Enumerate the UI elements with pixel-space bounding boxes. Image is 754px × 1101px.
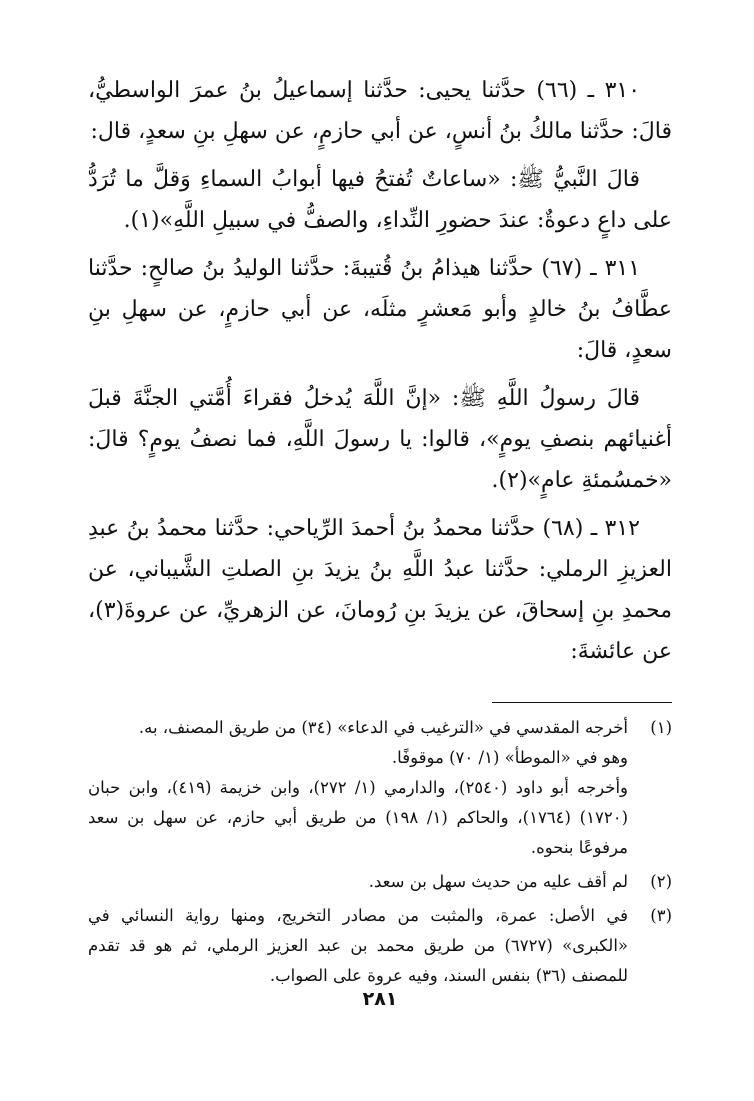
footnote-line: أخرجه المقدسي في «الترغيب في الدعاء» (٣٤) من طريق المصنف، به. bbox=[138, 718, 628, 737]
hadith-311-matn: قالَ رسولُ اللَّهِ ﷺ: «إنَّ اللَّهَ يُدخلُ فقراءَ أُمَّتي الجنَّةَ قبلَ أغنيائهم بنصفِ يومٍ»، قالوا: يا رسولَ اللَّهِ، فما نصفُ يومٍ؟ قالَ: «خمسُمئةِ عامٍ»(٢). bbox=[88, 386, 672, 493]
footnote-line: وهو في «الموطأ» (١/ ٧٠) موقوفًا. bbox=[391, 748, 628, 767]
hadith-311-isnad: ٣١١ ـ (٦٧) حدَّثنا هيذامُ بنُ قُتيبةَ: حدَّثنا الوليدُ بنُ صالحٍ: حدَّثنا عطَّافُ بنُ خالدٍ وأبو مَعشرٍ مثلَه، عن أبي حازمٍ، عن سهلِ بنِ سعدٍ، قالَ: bbox=[88, 256, 672, 363]
book-page bbox=[88, 70, 672, 1060]
footnote-2 bbox=[88, 867, 672, 897]
main-text bbox=[88, 70, 672, 672]
footnote-1 bbox=[88, 713, 672, 863]
footnote-number: (٢) bbox=[650, 872, 672, 891]
hadith-310-isnad: ٣١٠ ـ (٦٦) حدَّثنا يحيى: حدَّثنا إسماعيلُ بنُ عمرَ الواسطيُّ، قالَ: حدَّثنا مالكُ بنُ أنسٍ، عن أبي حازمٍ، عن سهلِ بنِ سعدٍ، قال: bbox=[88, 78, 672, 144]
page-number: ٢٨١ bbox=[362, 988, 398, 1010]
footnote-line: لم أقف عليه من حديث سهل بن سعد. bbox=[368, 872, 628, 891]
hadith-310-matn: قالَ النَّبيُّ ﷺ: «ساعاتٌ تُفتحُ فيها أبوابُ السماءِ وَقلَّ ما تُرَدُّ على داعٍ دعوةٌ: عندَ حضورِ النِّداءِ، والصفُّ في سبيلِ اللَّهِ»(١). bbox=[88, 167, 672, 233]
footnote-separator bbox=[492, 702, 672, 703]
hadith-312-isnad: ٣١٢ ـ (٦٨) حدَّثنا محمدُ بنُ أحمدَ الرِّياحي: حدَّثنا محمدُ بنُ عبدِ العزيزِ الرملي: حدَّثنا عبدُ اللَّهِ بنُ يزيدَ بنِ الصلتِ الشَّيباني، عن محمدِ بنِ إسحاقَ، عن يزيدَ بنِ رُومانَ، عن الزهريِّ، عن عروةَ(٣)، عن عائشةَ: bbox=[88, 516, 672, 664]
footnote-number: (١) bbox=[650, 718, 672, 737]
footnote-body bbox=[88, 867, 628, 897]
footnote-3 bbox=[88, 901, 672, 991]
footnote-body bbox=[88, 713, 628, 863]
footnote-line: وأخرجه أبو داود (٢٥٤٠)، والدارمي (١/ ٢٧٢)، وابن خزيمة (٤١٩)، وابن حبان (١٧٢٠) (١٧٦٤)، والحاكم (١/ ١٩٨) من طريق أبي حازم، عن سهل بن سعد مرفوعًا بنحوه. bbox=[88, 778, 629, 857]
footnote-number: (٣) bbox=[650, 906, 672, 925]
footnotes bbox=[88, 713, 672, 991]
footnote-line: في الأصل: عمرة، والمثبت من مصادر التخريج، ومنها رواية النسائي في «الكبرى» (٦٧٢٧) من طريق محمد بن عبد العزيز الرملي، ثم هو قد تقدم للمصنف (٣٦) بنفس السند، وفيه عروة على الصواب. bbox=[88, 906, 629, 985]
footnote-body bbox=[88, 901, 628, 991]
